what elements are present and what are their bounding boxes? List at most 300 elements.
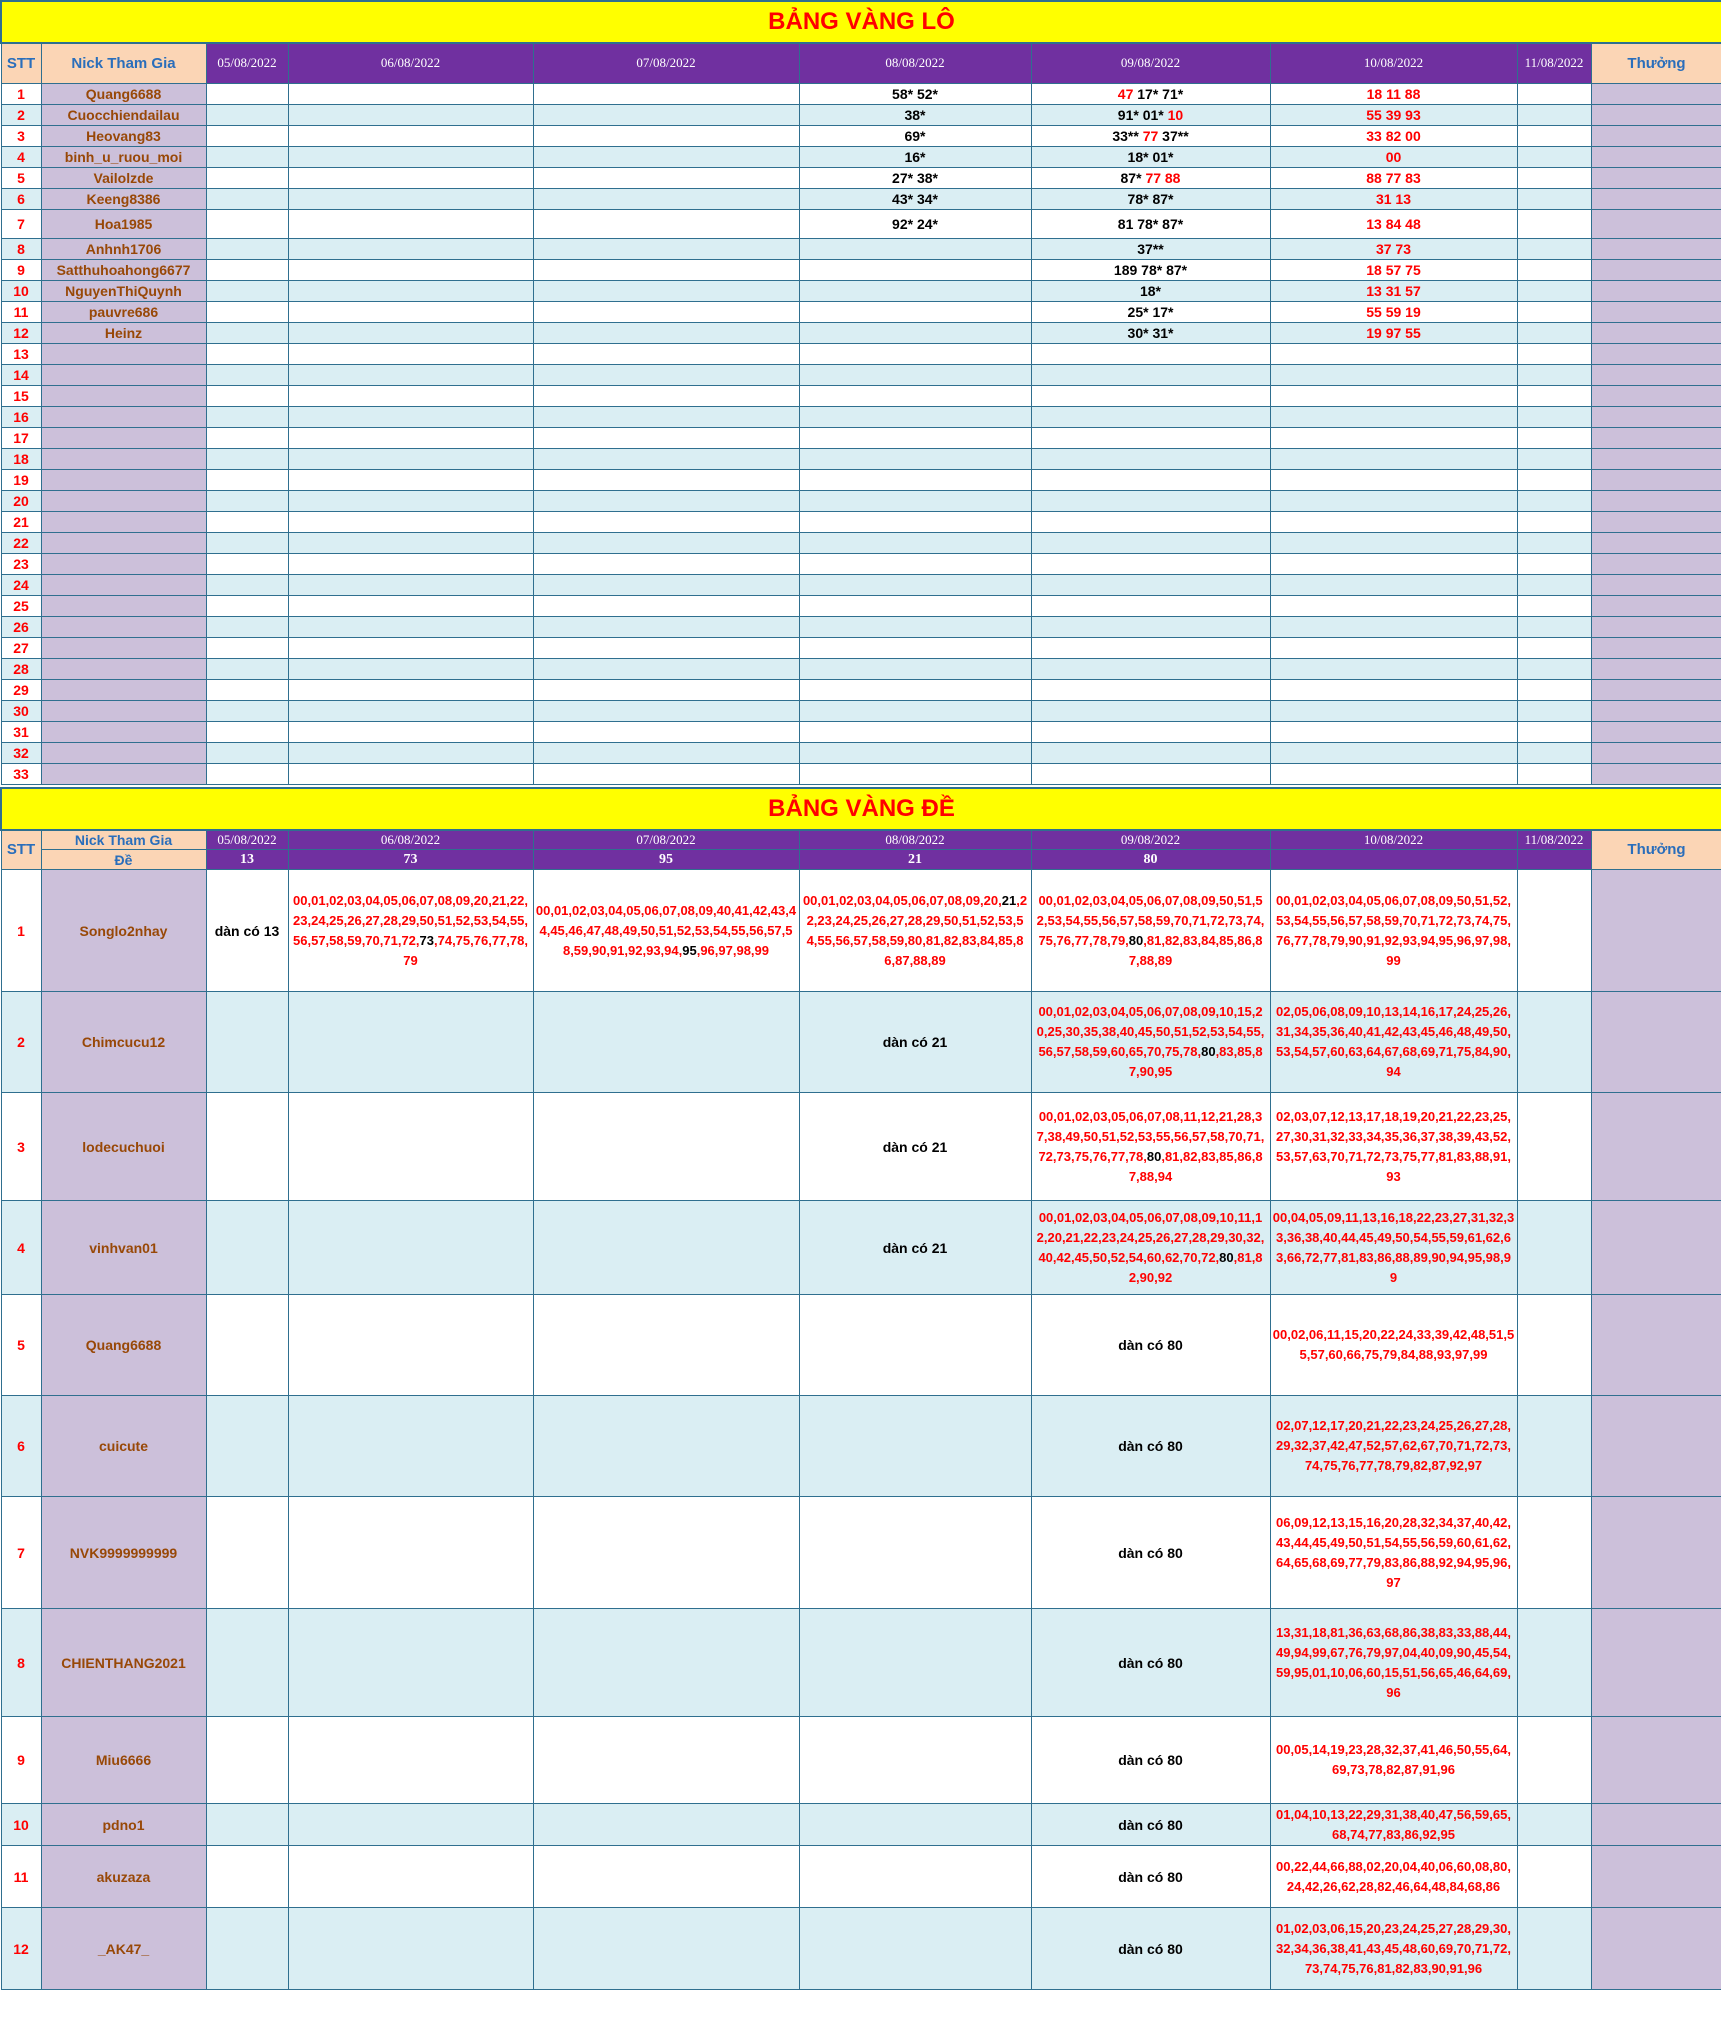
nick-cell xyxy=(41,490,206,511)
row-number: 15 xyxy=(1,385,41,406)
entry-cell xyxy=(1031,870,1270,992)
entry-text: 16* xyxy=(904,148,926,165)
thuong-cell xyxy=(1591,301,1721,322)
nick-cell: NguyenThiQuynh xyxy=(41,280,206,301)
entry-cell xyxy=(1031,427,1270,448)
entry-cell xyxy=(206,238,288,259)
table-row xyxy=(1,1804,1721,1846)
entry-text: 80 xyxy=(1146,1148,1162,1164)
table-row xyxy=(1,1497,1721,1609)
entry-cell xyxy=(288,595,533,616)
table-row xyxy=(1,1396,1721,1497)
entry-text: 87* xyxy=(1120,169,1146,186)
entry-cell xyxy=(1517,427,1591,448)
entry-cell xyxy=(1517,322,1591,343)
entry-cell xyxy=(1517,83,1591,104)
row-number: 24 xyxy=(1,574,41,595)
table-row xyxy=(1,209,1721,238)
thuong-cell xyxy=(1591,469,1721,490)
thuong-cell xyxy=(1591,343,1721,364)
entry-text: 19 97 55 xyxy=(1366,324,1421,341)
entry-cell xyxy=(206,637,288,658)
entry-cell xyxy=(533,679,799,700)
entry-cell xyxy=(288,104,533,125)
nick-cell: Heinz xyxy=(41,322,206,343)
entry-cell xyxy=(533,1908,799,1990)
entry-cell xyxy=(1031,721,1270,742)
entry-cell xyxy=(1270,1295,1517,1396)
de-result: 80 xyxy=(1031,850,1270,870)
entry-cell xyxy=(1270,1804,1517,1846)
row-number: 23 xyxy=(1,553,41,574)
entry-cell xyxy=(206,364,288,385)
entry-cell xyxy=(288,763,533,784)
entry-cell xyxy=(1031,553,1270,574)
entry-cell xyxy=(533,574,799,595)
lo-date-header: 06/08/2022 xyxy=(288,43,533,83)
entry-text: 27* 38* xyxy=(892,169,938,186)
entry-text: 78* 87* xyxy=(1127,190,1174,207)
entry-cell xyxy=(799,280,1031,301)
entry-cell xyxy=(1517,448,1591,469)
table-row xyxy=(1,1295,1721,1396)
de-de-header: Đề xyxy=(41,850,206,870)
entry-cell xyxy=(288,721,533,742)
entry-text: 17* 71* xyxy=(1133,85,1184,102)
entry-cell xyxy=(1270,301,1517,322)
entry-cell xyxy=(799,322,1031,343)
entry-text: 18 11 88 xyxy=(1366,85,1421,102)
entry-text: 37 73 xyxy=(1375,240,1412,257)
de-date-header: 11/08/2022 xyxy=(1517,830,1591,850)
entry-cell xyxy=(799,870,1031,992)
table-row xyxy=(1,167,1721,188)
thuong-cell xyxy=(1591,1396,1721,1497)
entry-cell xyxy=(288,1201,533,1295)
entry-cell xyxy=(1270,763,1517,784)
entry-cell xyxy=(206,1093,288,1201)
entry-cell xyxy=(533,511,799,532)
entry-cell xyxy=(533,1804,799,1846)
thuong-cell xyxy=(1591,992,1721,1093)
entry-cell xyxy=(799,1609,1031,1717)
thuong-cell xyxy=(1591,742,1721,763)
entry-cell xyxy=(1517,238,1591,259)
thuong-cell xyxy=(1591,553,1721,574)
entry-cell xyxy=(1031,637,1270,658)
entry-cell xyxy=(1031,146,1270,167)
thuong-cell xyxy=(1591,1804,1721,1846)
entry-cell xyxy=(1517,637,1591,658)
entry-cell xyxy=(206,104,288,125)
entry-cell xyxy=(1270,679,1517,700)
entry-cell xyxy=(1031,595,1270,616)
entry-cell xyxy=(206,1295,288,1396)
entry-cell xyxy=(1031,763,1270,784)
table-row xyxy=(1,870,1721,992)
thuong-cell xyxy=(1591,679,1721,700)
entry-cell xyxy=(533,658,799,679)
lo-date-header: 10/08/2022 xyxy=(1270,43,1517,83)
entry-cell xyxy=(1031,679,1270,700)
entry-cell xyxy=(799,301,1031,322)
lo-body xyxy=(1,83,1721,784)
table-row xyxy=(1,532,1721,553)
entry-cell xyxy=(288,1908,533,1990)
entry-cell xyxy=(288,167,533,188)
entry-text: 00,01,02,03,04,05,06,07,08,09,50,51,52,53,54,55,56,57,58,59,70,71,72,73,74,75,76,77,78,79, xyxy=(1036,892,1265,948)
entry-cell xyxy=(1517,763,1591,784)
entry-cell xyxy=(799,427,1031,448)
entry-text: 88 77 83 xyxy=(1366,169,1421,186)
entry-text: ,96,97,98,99 xyxy=(696,942,770,958)
entry-cell xyxy=(206,385,288,406)
entry-cell xyxy=(533,83,799,104)
entry-cell xyxy=(799,595,1031,616)
entry-cell xyxy=(206,763,288,784)
entry-cell xyxy=(533,188,799,209)
nick-cell xyxy=(41,721,206,742)
entry-cell xyxy=(1031,448,1270,469)
entry-cell xyxy=(206,511,288,532)
entry-cell xyxy=(533,280,799,301)
de-result: 13 xyxy=(206,850,288,870)
nick-cell: lodecuchuoi xyxy=(41,1093,206,1201)
entry-cell xyxy=(1031,188,1270,209)
nick-cell xyxy=(41,469,206,490)
entry-cell xyxy=(533,721,799,742)
entry-text: 91* 01* xyxy=(1117,106,1168,123)
de-date-header: 09/08/2022 xyxy=(1031,830,1270,850)
row-number: 5 xyxy=(1,167,41,188)
de-result: 73 xyxy=(288,850,533,870)
de-title: BẢNG VÀNG ĐỀ xyxy=(1,788,1721,830)
thuong-cell xyxy=(1591,700,1721,721)
table-row xyxy=(1,469,1721,490)
entry-cell xyxy=(288,870,533,992)
entry-cell xyxy=(533,742,799,763)
entry-cell xyxy=(206,721,288,742)
lo-thuong-header: Thưởng xyxy=(1591,43,1721,83)
entry-cell xyxy=(533,167,799,188)
table-row xyxy=(1,322,1721,343)
entry-text: dàn có 21 xyxy=(882,1138,948,1155)
entry-cell xyxy=(1517,364,1591,385)
nick-cell: Quang6688 xyxy=(41,1295,206,1396)
entry-cell xyxy=(288,343,533,364)
entry-cell xyxy=(206,406,288,427)
entry-cell xyxy=(1270,742,1517,763)
row-number: 31 xyxy=(1,721,41,742)
thuong-cell xyxy=(1591,532,1721,553)
nick-cell xyxy=(41,406,206,427)
entry-cell xyxy=(1517,992,1591,1093)
row-number: 17 xyxy=(1,427,41,448)
entry-cell xyxy=(799,553,1031,574)
entry-cell xyxy=(206,1497,288,1609)
entry-cell xyxy=(1517,700,1591,721)
entry-cell xyxy=(1031,1908,1270,1990)
table-row xyxy=(1,742,1721,763)
entry-cell xyxy=(1517,385,1591,406)
entry-cell xyxy=(1270,532,1517,553)
entry-cell xyxy=(533,448,799,469)
entry-cell xyxy=(1517,721,1591,742)
entry-cell xyxy=(1031,125,1270,146)
nick-cell xyxy=(41,448,206,469)
nick-cell: Hoa1985 xyxy=(41,209,206,238)
thuong-cell xyxy=(1591,83,1721,104)
entry-cell xyxy=(206,167,288,188)
entry-cell xyxy=(1031,616,1270,637)
entry-cell xyxy=(1517,658,1591,679)
entry-text: 00,02,06,11,15,20,22,24,33,39,42,48,51,55,57,60,66,75,79,84,88,93,97,99 xyxy=(1272,1327,1515,1362)
entry-text: 18 57 75 xyxy=(1366,261,1421,278)
entry-cell xyxy=(288,616,533,637)
table-row xyxy=(1,595,1721,616)
entry-cell xyxy=(288,322,533,343)
entry-cell xyxy=(288,259,533,280)
entry-text: 55 59 19 xyxy=(1366,303,1421,320)
entry-cell xyxy=(288,532,533,553)
entry-cell xyxy=(799,1201,1031,1295)
entry-cell xyxy=(288,658,533,679)
entry-cell xyxy=(1031,1093,1270,1201)
entry-cell xyxy=(1270,146,1517,167)
thuong-cell xyxy=(1591,1093,1721,1201)
entry-cell xyxy=(206,125,288,146)
entry-cell xyxy=(1031,490,1270,511)
entry-cell xyxy=(1031,1396,1270,1497)
thuong-cell xyxy=(1591,1846,1721,1908)
entry-text: dàn có 80 xyxy=(1118,1940,1183,1957)
entry-cell xyxy=(206,343,288,364)
entry-cell xyxy=(1031,1846,1270,1908)
entry-cell xyxy=(206,259,288,280)
entry-cell xyxy=(1517,1846,1591,1908)
entry-cell xyxy=(288,125,533,146)
entry-text: 47 xyxy=(1117,85,1134,102)
entry-cell xyxy=(1517,1804,1591,1846)
entry-cell xyxy=(533,238,799,259)
entry-cell xyxy=(533,1846,799,1908)
entry-cell xyxy=(206,209,288,238)
entry-cell xyxy=(1517,125,1591,146)
entry-cell xyxy=(206,679,288,700)
entry-text: 33** xyxy=(1112,127,1143,144)
entry-cell xyxy=(1270,385,1517,406)
entry-cell xyxy=(288,385,533,406)
entry-cell xyxy=(533,259,799,280)
table-row xyxy=(1,1717,1721,1804)
thuong-cell xyxy=(1591,574,1721,595)
entry-cell xyxy=(1517,574,1591,595)
row-number: 11 xyxy=(1,1846,41,1908)
thuong-cell xyxy=(1591,1201,1721,1295)
table-row xyxy=(1,427,1721,448)
entry-cell xyxy=(799,1908,1031,1990)
entry-text: 38* xyxy=(904,106,926,123)
entry-cell xyxy=(533,469,799,490)
entry-cell xyxy=(533,1093,799,1201)
table-row xyxy=(1,721,1721,742)
table-row xyxy=(1,188,1721,209)
entry-cell xyxy=(1270,637,1517,658)
entry-cell xyxy=(533,700,799,721)
entry-cell xyxy=(799,259,1031,280)
table-row xyxy=(1,259,1721,280)
entry-cell xyxy=(1517,616,1591,637)
entry-cell xyxy=(1517,280,1591,301)
entry-cell xyxy=(1031,742,1270,763)
entry-cell xyxy=(799,490,1031,511)
entry-cell xyxy=(1270,238,1517,259)
entry-cell xyxy=(288,992,533,1093)
entry-cell xyxy=(288,1295,533,1396)
thuong-cell xyxy=(1591,490,1721,511)
thuong-cell xyxy=(1591,1908,1721,1990)
entry-cell xyxy=(1270,553,1517,574)
entry-cell xyxy=(799,637,1031,658)
de-date-header: 06/08/2022 xyxy=(288,830,533,850)
de-nick-header: Nick Tham Gia xyxy=(41,830,206,850)
table-row xyxy=(1,1609,1721,1717)
entry-cell xyxy=(1517,1201,1591,1295)
entry-cell xyxy=(799,1497,1031,1609)
table-row xyxy=(1,490,1721,511)
entry-cell xyxy=(1031,322,1270,343)
entry-cell xyxy=(1517,679,1591,700)
thuong-cell xyxy=(1591,125,1721,146)
entry-cell xyxy=(288,469,533,490)
entry-cell xyxy=(1031,343,1270,364)
entry-cell xyxy=(1270,595,1517,616)
entry-text: 00 xyxy=(1385,148,1402,165)
entry-cell xyxy=(799,700,1031,721)
entry-text: ,81,82,90,92 xyxy=(1128,1249,1263,1285)
row-number: 1 xyxy=(1,870,41,992)
entry-cell xyxy=(1517,343,1591,364)
row-number: 7 xyxy=(1,209,41,238)
thuong-cell xyxy=(1591,146,1721,167)
thuong-cell xyxy=(1591,104,1721,125)
entry-cell xyxy=(533,1201,799,1295)
entry-cell xyxy=(288,146,533,167)
entry-cell xyxy=(799,406,1031,427)
row-number: 9 xyxy=(1,259,41,280)
entry-text: 06,09,12,13,15,16,20,28,32,34,37,40,42,43,44,45,49,50,51,54,55,56,59,60,61,62,64,65,68,69,77,79,83,86,88,92,94,95,96,97 xyxy=(1276,1514,1511,1590)
table-row xyxy=(1,658,1721,679)
de-date-header: 07/08/2022 xyxy=(533,830,799,850)
entry-cell xyxy=(533,209,799,238)
table-row xyxy=(1,146,1721,167)
thuong-cell xyxy=(1591,406,1721,427)
entry-cell xyxy=(1517,532,1591,553)
entry-cell xyxy=(533,1717,799,1804)
entry-cell xyxy=(1031,406,1270,427)
entry-cell xyxy=(206,700,288,721)
entry-cell xyxy=(1517,188,1591,209)
nick-cell: Anhnh1706 xyxy=(41,238,206,259)
entry-text: 00,05,14,19,23,28,32,37,41,46,50,55,64,69,73,78,82,87,91,96 xyxy=(1276,1742,1511,1777)
table-row xyxy=(1,1908,1721,1990)
table-row xyxy=(1,364,1721,385)
entry-cell xyxy=(799,209,1031,238)
entry-cell xyxy=(799,1804,1031,1846)
lo-date-header: 09/08/2022 xyxy=(1031,43,1270,83)
nick-cell: Songlo2nhay xyxy=(41,870,206,992)
entry-text: 02,03,07,12,13,17,18,19,20,21,22,23,25,27,30,31,32,33,34,35,36,37,38,39,43,52,53,57,63,70,71,72,73,75,77,81,83,88,91,93 xyxy=(1276,1108,1511,1184)
entry-cell xyxy=(1031,385,1270,406)
entry-cell xyxy=(288,427,533,448)
table-row xyxy=(1,637,1721,658)
entry-cell xyxy=(206,658,288,679)
entry-cell xyxy=(799,1093,1031,1201)
entry-text: 92* 24* xyxy=(892,215,938,232)
de-date-header: 05/08/2022 xyxy=(206,830,288,850)
entry-cell xyxy=(1517,1295,1591,1396)
entry-cell xyxy=(1031,1497,1270,1609)
table-row xyxy=(1,125,1721,146)
entry-cell xyxy=(288,301,533,322)
entry-cell xyxy=(1270,209,1517,238)
table-row xyxy=(1,406,1721,427)
row-number: 27 xyxy=(1,637,41,658)
entry-cell xyxy=(1517,595,1591,616)
entry-cell xyxy=(799,125,1031,146)
entry-cell xyxy=(799,364,1031,385)
entry-text: dàn có 13 xyxy=(214,922,280,939)
entry-cell xyxy=(1517,1717,1591,1804)
entry-cell xyxy=(206,490,288,511)
nick-cell xyxy=(41,637,206,658)
entry-cell xyxy=(1270,1717,1517,1804)
entry-cell xyxy=(799,83,1031,104)
entry-text: dàn có 21 xyxy=(882,1239,948,1256)
entry-text: ,83,85,87,90,95 xyxy=(1128,1044,1263,1079)
entry-cell xyxy=(1517,104,1591,125)
entry-cell xyxy=(1031,167,1270,188)
entry-cell xyxy=(206,616,288,637)
table-row xyxy=(1,574,1721,595)
entry-cell xyxy=(1031,1201,1270,1295)
entry-cell xyxy=(1270,167,1517,188)
entry-cell xyxy=(206,1609,288,1717)
entry-text: dàn có 80 xyxy=(1118,1654,1183,1671)
nick-cell xyxy=(41,385,206,406)
nick-cell: pauvre686 xyxy=(41,301,206,322)
table-row xyxy=(1,83,1721,104)
lo-date-header: 08/08/2022 xyxy=(799,43,1031,83)
entry-text: dàn có 80 xyxy=(1118,1816,1183,1833)
row-number: 2 xyxy=(1,104,41,125)
nick-cell xyxy=(41,595,206,616)
nick-cell: Heovang83 xyxy=(41,125,206,146)
nick-cell: Keeng8386 xyxy=(41,188,206,209)
thuong-cell xyxy=(1591,385,1721,406)
nick-cell: Miu6666 xyxy=(41,1717,206,1804)
entry-cell xyxy=(206,427,288,448)
entry-text: 00,01,02,03,04,05,06,07,08,09,10,11,12,20,21,22,23,24,25,26,27,28,29,30,32,40,42,45,50,52,54,60,62,70,72, xyxy=(1036,1209,1265,1265)
entry-cell xyxy=(206,322,288,343)
table-row xyxy=(1,448,1721,469)
entry-cell xyxy=(288,574,533,595)
entry-cell xyxy=(1517,490,1591,511)
entry-cell xyxy=(1517,1396,1591,1497)
entry-cell xyxy=(799,511,1031,532)
table-row xyxy=(1,1201,1721,1295)
entry-cell xyxy=(288,553,533,574)
